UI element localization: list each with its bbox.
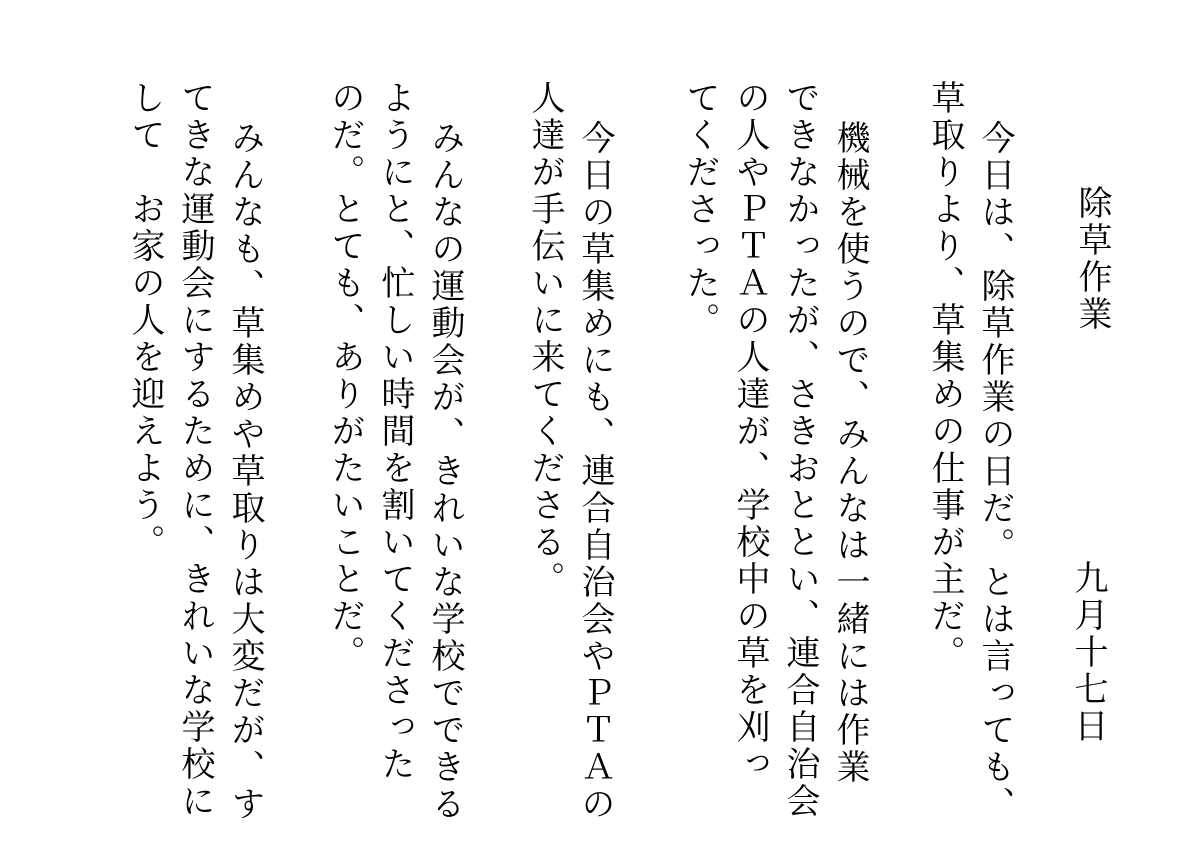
body-line-6: てくださった。 xyxy=(680,80,720,339)
body-line-8: 人達が手伝いに来てくださる。 xyxy=(525,80,565,598)
body-line-5: の人やＰＴＡの人達が、学校中の草を刈っ xyxy=(730,80,770,783)
body-line-10: ようにと、忙しい時間を割いてくださった xyxy=(375,80,415,783)
body-line-1: 今日は、除草作業の日だ。とは言っても、 xyxy=(975,120,1015,823)
body-line-13: てきな運動会にするために、きれいな学校に xyxy=(175,80,215,820)
body-line-2: 草取りより、草集めの仕事が主だ。 xyxy=(925,80,965,672)
date: 九月十七日 xyxy=(1068,560,1108,745)
body-line-3: 機械を使うので、みんなは一緒には作業 xyxy=(830,120,870,786)
body-line-7: 今日の草集めにも、連合自治会やＰＴＡの xyxy=(575,120,615,823)
body-line-12: みんなも、草集めや草取りは大変だが、す xyxy=(225,120,265,823)
body-line-9: みんなの運動会が、きれいな学校でできる xyxy=(425,120,465,823)
document-title: 除草作業 xyxy=(1072,185,1112,333)
body-line-4: できなかったが、さきおととい、連合自治会 xyxy=(780,80,820,820)
body-line-11: のだ。とても、ありがたいことだ。 xyxy=(325,80,365,672)
body-line-14: して お家の人を迎えよう。 xyxy=(125,80,165,561)
